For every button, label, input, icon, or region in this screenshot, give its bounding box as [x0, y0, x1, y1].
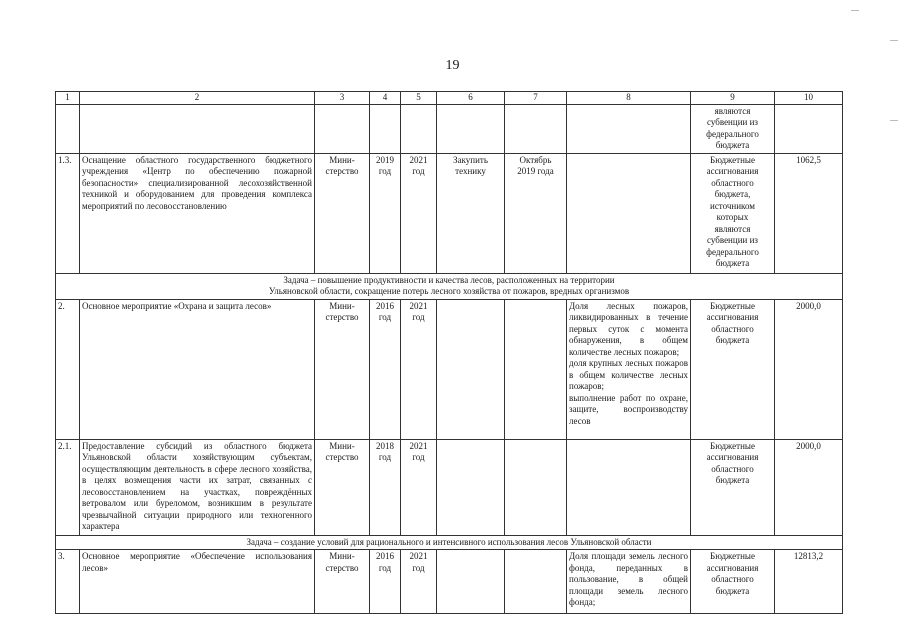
- end-year: 2021 год: [401, 550, 437, 614]
- program-table: [55, 91, 843, 614]
- header-cell: 1: [56, 92, 80, 105]
- event-date: Октябрь 2019 года: [505, 153, 567, 273]
- header-cell: 8: [567, 92, 691, 105]
- row-number: 2.: [56, 299, 80, 439]
- task-row: [56, 535, 843, 550]
- funding-source-cell: являются субвенции из федерального бюджета: [691, 104, 775, 153]
- header-cell: 9: [691, 92, 775, 105]
- funding-amount: 2000,0: [775, 299, 843, 439]
- funding-source-cell: Бюджетные ассигнования областного бюджета: [691, 550, 775, 614]
- end-year: 2021 год: [401, 153, 437, 273]
- target-indicator: [567, 153, 691, 273]
- scan-artifact: [851, 10, 859, 11]
- target-indicator: Доля площади земель лесного фонда, переданных в пользование, в общей площади земель лесного фонда;: [567, 550, 691, 614]
- cell-empty: [56, 104, 80, 153]
- funding-amount: 1062,5: [775, 153, 843, 273]
- activity-name: Предоставление субсидий из областного бюджета Ульяновской области хозяйствующим субъектам, осуществляющим деятельность в сфере лесного хозяйства, в целях возмещения части их затрат, связанных с лесовосстановлением на участках, повреждённых ветровалом или буреломом, возникшим в результате чрезвычайной ситуации природного или техногенного характера: [80, 439, 315, 535]
- funding-source-cell: Бюджетные ассигнования областного бюджета: [691, 439, 775, 535]
- funding-source-cell: Бюджетные ассигнования областного бюджета, источником которых являются субвенции из федерального бюджета: [691, 153, 775, 273]
- funding-amount: 12813,2: [775, 550, 843, 614]
- funding-amount: 2000,0: [775, 439, 843, 535]
- table-row-1-3: [56, 153, 843, 273]
- activity-name: Основное мероприятие «Охрана и защита лесов»: [80, 299, 315, 439]
- header-cell: 7: [505, 92, 567, 105]
- event-date: [505, 550, 567, 614]
- end-year: 2021 год: [401, 439, 437, 535]
- row-number: 2.1.: [56, 439, 80, 535]
- header-cell: 4: [370, 92, 401, 105]
- table-row-2: [56, 299, 843, 439]
- start-year: 2018 год: [370, 439, 401, 535]
- activity-name: Оснащение областного государственного бюджетного учреждения «Центр по обеспечению пожарной безопасности» специализированной лесохозяйственной техникой и оборудованием для проведения комплекса мероприятий по лесовосстановлению: [80, 153, 315, 273]
- cell-empty: [567, 104, 691, 153]
- start-year: 2016 год: [370, 550, 401, 614]
- table-row-2-1: [56, 439, 843, 535]
- page-number: 19: [445, 58, 460, 73]
- control-event: Закупить технику: [437, 153, 505, 273]
- event-date: [505, 439, 567, 535]
- header-cell: 2: [80, 92, 315, 105]
- header-cell: 3: [315, 92, 370, 105]
- executor: Мини- стерство: [315, 153, 370, 273]
- task-heading: Задача – создание условий для рационального и интенсивного использования лесов Ульяновской области: [56, 535, 843, 550]
- task-row: [56, 273, 843, 299]
- header-row: [56, 92, 843, 105]
- control-event: [437, 550, 505, 614]
- start-year: 2019 год: [370, 153, 401, 273]
- header-cell: 6: [437, 92, 505, 105]
- executor: Мини- стерство: [315, 439, 370, 535]
- header-cell: 10: [775, 92, 843, 105]
- header-cell: 5: [401, 92, 437, 105]
- cell-empty: [315, 104, 370, 153]
- row-number: 1.3.: [56, 153, 80, 273]
- target-indicator: Доля лесных пожаров, ликвидированных в течение первых суток с момента обнаружения, в общем количестве лесных пожаров; доля крупных лесных пожаров в общем количестве лесных пожаров; выполнение работ по охране, защите, воспроизводству лесов: [567, 299, 691, 439]
- cell-empty: [437, 104, 505, 153]
- scan-artifact: [890, 120, 898, 121]
- end-year: 2021 год: [401, 299, 437, 439]
- executor: Мини- стерство: [315, 550, 370, 614]
- control-event: [437, 439, 505, 535]
- cell-empty: [401, 104, 437, 153]
- control-event: [437, 299, 505, 439]
- cell-empty: [80, 104, 315, 153]
- event-date: [505, 299, 567, 439]
- executor: Мини- стерство: [315, 299, 370, 439]
- scan-artifact: [890, 40, 898, 41]
- continuation-row: [56, 104, 843, 153]
- activity-name: Основное мероприятие «Обеспечение использования лесов»: [80, 550, 315, 614]
- target-indicator: [567, 439, 691, 535]
- cell-empty: [370, 104, 401, 153]
- task-heading: Задача – повышение продуктивности и качества лесов, расположенных на территории Ульяновской области, сокращение потерь лесного хозяйства от пожаров, вредных организмов: [56, 273, 843, 299]
- funding-source-cell: Бюджетные ассигнования областного бюджета: [691, 299, 775, 439]
- cell-empty: [775, 104, 843, 153]
- start-year: 2016 год: [370, 299, 401, 439]
- cell-empty: [505, 104, 567, 153]
- row-number: 3.: [56, 550, 80, 614]
- table-row-3: [56, 550, 843, 614]
